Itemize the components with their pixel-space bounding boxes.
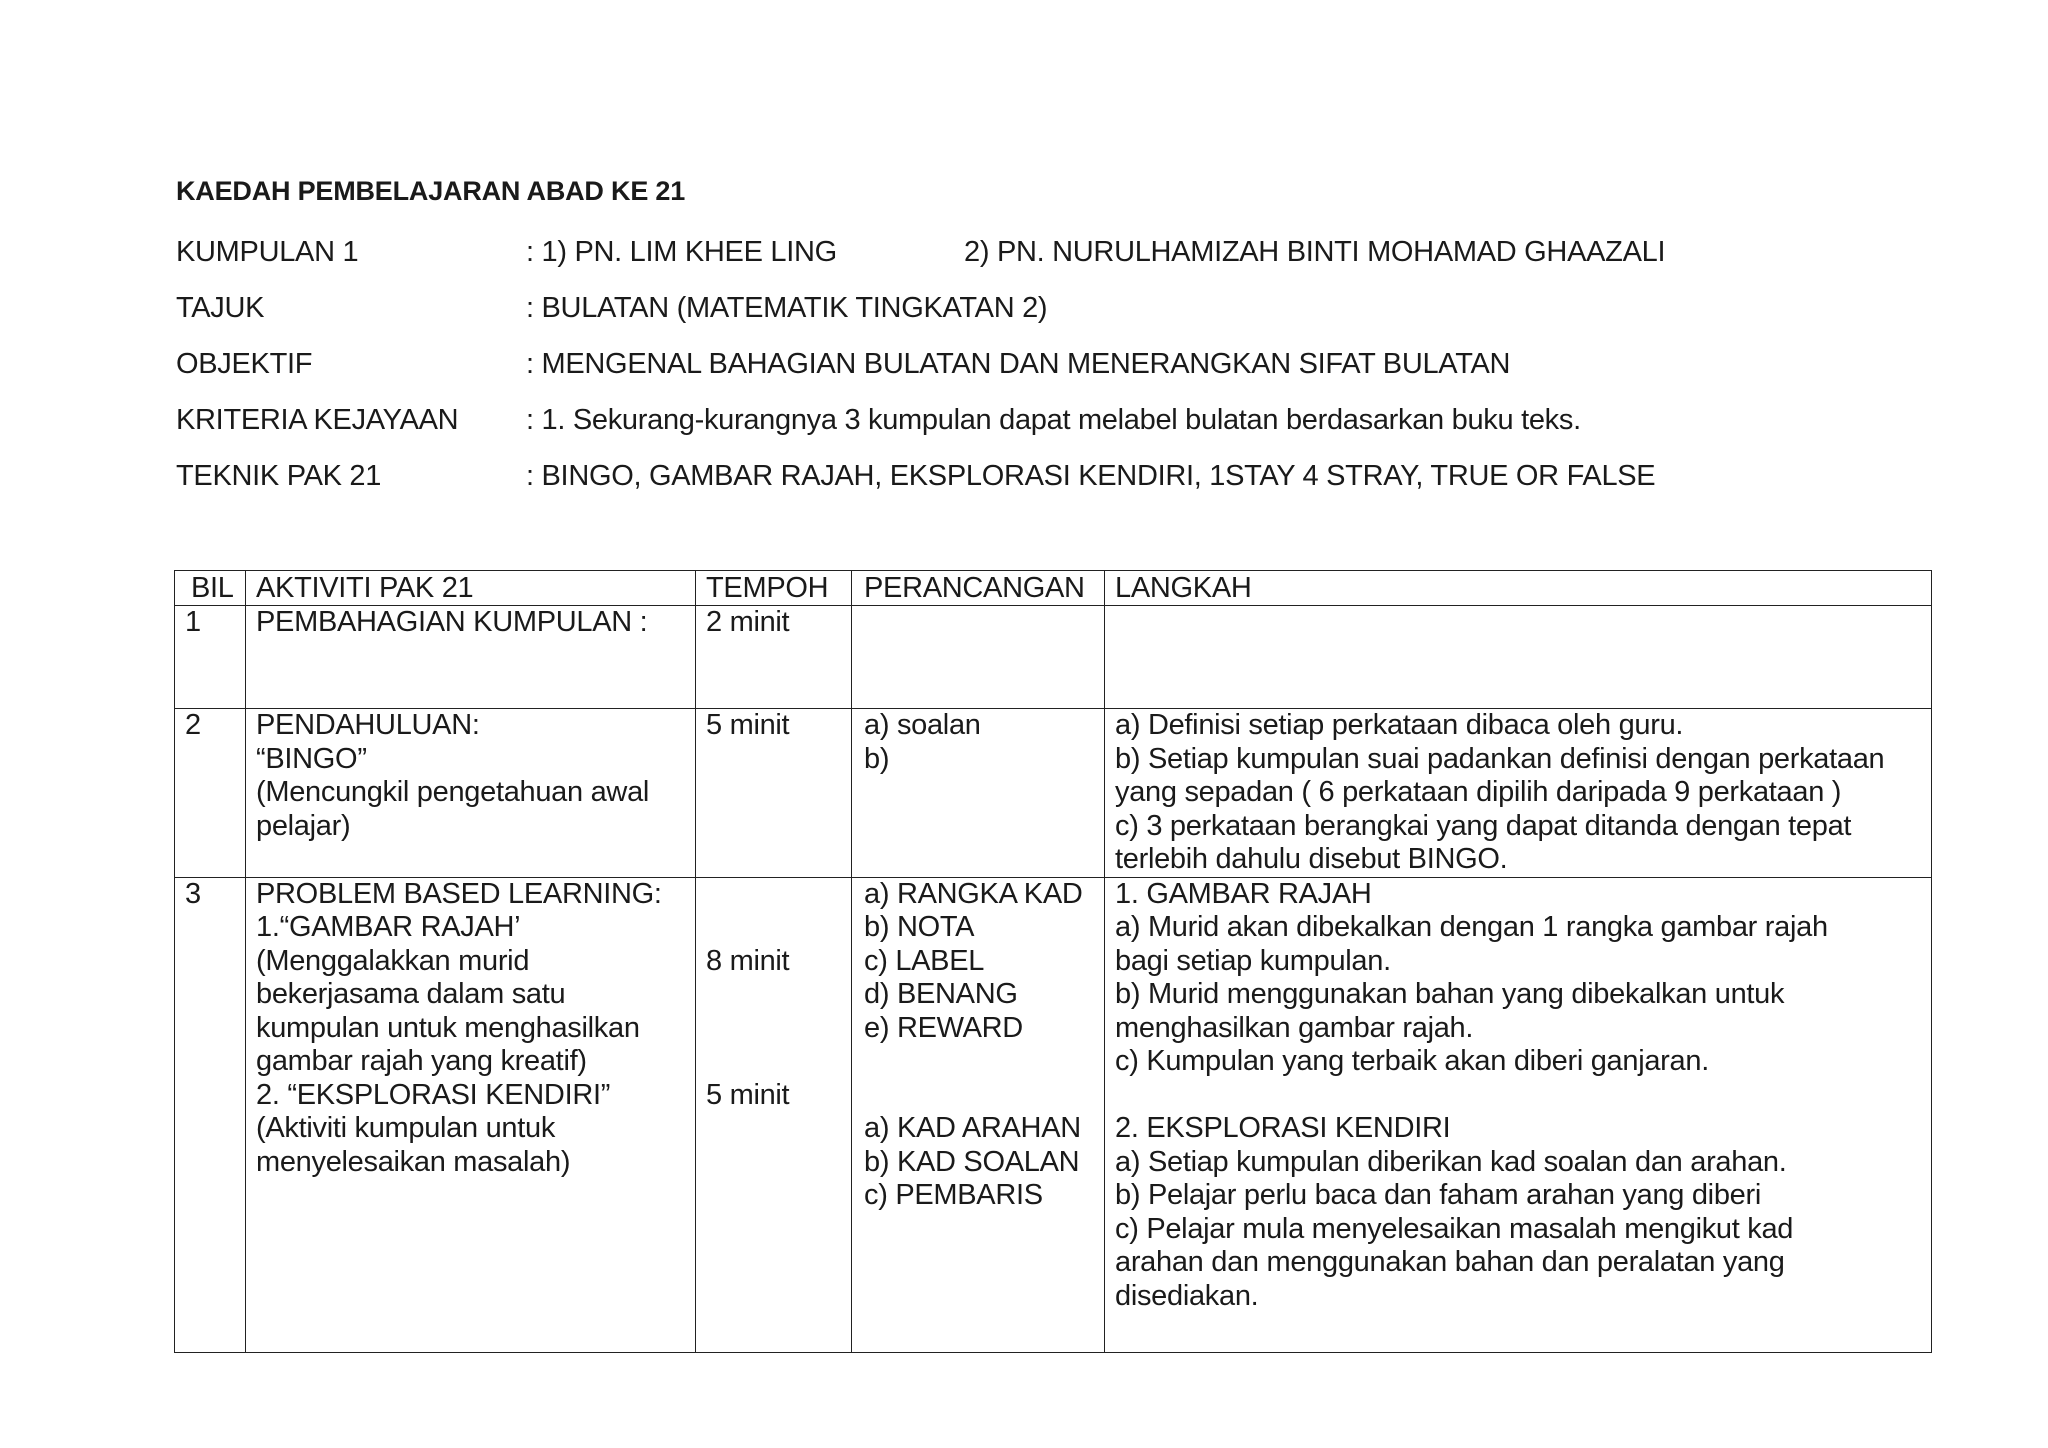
cell-line: a) RANGKA KAD bbox=[864, 877, 1083, 910]
cell-line: (Mencungkil pengetahuan awal bbox=[256, 776, 650, 808]
blank-line bbox=[864, 1045, 1104, 1079]
page-title: KAEDAH PEMBELAJARAN ABAD KE 21 bbox=[176, 176, 686, 206]
cell-line: b) NOTA bbox=[864, 911, 975, 943]
header-aktiviti: AKTIVITI PAK 21 bbox=[246, 571, 696, 606]
cell-line: 2 minit bbox=[706, 606, 790, 638]
cell-line: PEMBAHAGIAN KUMPULAN : bbox=[256, 606, 648, 638]
cell-line: b) Murid menggunakan bahan yang dibekalkan untuk bbox=[1115, 978, 1785, 1010]
info-value: : BULATAN (MATEMATIK TINGKATAN 2) bbox=[526, 292, 1048, 324]
activity-table bbox=[174, 570, 1932, 1353]
cell-line: 5 minit bbox=[706, 709, 790, 741]
table-header-row bbox=[175, 571, 1932, 606]
cell-langkah bbox=[1105, 606, 1932, 709]
table-row bbox=[175, 606, 1932, 709]
info-label: KRITERIA KEJAYAAN bbox=[176, 404, 459, 436]
blank-line bbox=[706, 1012, 841, 1046]
cell-line: 5 minit bbox=[706, 1078, 790, 1111]
cell-langkah bbox=[1105, 709, 1932, 878]
cell-line: “BINGO” bbox=[256, 742, 367, 775]
cell-bil bbox=[175, 606, 246, 709]
cell-line: b) Setiap kumpulan suai padankan definisi dengan perkataan bbox=[1115, 742, 1885, 775]
header-tempoh: TEMPOH bbox=[696, 571, 852, 606]
cell-line: d) BENANG bbox=[864, 978, 1018, 1010]
info-label: TEKNIK PAK 21 bbox=[176, 460, 382, 492]
cell-tempoh bbox=[696, 606, 852, 709]
cell-line: a) Definisi setiap perkataan dibaca oleh guru. bbox=[1115, 709, 1684, 741]
cell-bil bbox=[175, 709, 246, 878]
cell-line: c) Kumpulan yang terbaik akan diberi ganjaran. bbox=[1115, 1045, 1709, 1077]
cell-line: gambar rajah yang kreatif) bbox=[256, 1045, 587, 1077]
cell-line: 2 bbox=[185, 709, 201, 741]
cell-line: (Menggalakkan murid bbox=[256, 944, 530, 977]
cell-line: 3 bbox=[185, 877, 201, 910]
cell-perancangan bbox=[852, 877, 1105, 1352]
table-row bbox=[175, 709, 1932, 878]
cell-bil bbox=[175, 877, 246, 1352]
cell-tempoh bbox=[696, 877, 852, 1352]
cell-line: arahan dan menggunakan bahan dan peralatan yang bbox=[1115, 1246, 1785, 1278]
cell-aktiviti bbox=[246, 606, 696, 709]
blank-line bbox=[706, 878, 841, 912]
cell-line: a) soalan bbox=[864, 709, 981, 741]
blank-line bbox=[1115, 1079, 1921, 1113]
blank-line bbox=[706, 1045, 841, 1079]
cell-line: b) bbox=[864, 742, 890, 775]
cell-line: PROBLEM BASED LEARNING: bbox=[256, 877, 662, 910]
cell-line: 1.“GAMBAR RAJAH’ bbox=[256, 911, 521, 943]
cell-line: a) Setiap kumpulan diberikan kad soalan dan arahan. bbox=[1115, 1145, 1787, 1178]
cell-line: b) Pelajar perlu baca dan faham arahan yang diberi bbox=[1115, 1179, 1761, 1211]
cell-line: (Aktiviti kumpulan untuk bbox=[256, 1112, 556, 1144]
cell-line: yang sepadan ( 6 perkataan dipilih daripada 9 perkataan ) bbox=[1115, 776, 1842, 808]
info-value: : BINGO, GAMBAR RAJAH, EKSPLORASI KENDIRI, 1STAY 4 STRAY, TRUE OR FALSE bbox=[526, 460, 1656, 492]
info-value: : 1. Sekurang-kurangnya 3 kumpulan dapat melabel bulatan berdasarkan buku teks. bbox=[526, 404, 1581, 436]
info-value: : MENGENAL BAHAGIAN BULATAN DAN MENERANGKAN SIFAT BULATAN bbox=[526, 348, 1511, 380]
header-perancangan: PERANCANGAN bbox=[852, 571, 1105, 606]
blank-line bbox=[706, 978, 841, 1012]
cell-line: 2. EKSPLORASI KENDIRI bbox=[1115, 1112, 1451, 1144]
cell-line: c) Pelajar mula menyelesaikan masalah mengikut kad bbox=[1115, 1212, 1794, 1245]
cell-line: a) KAD ARAHAN bbox=[864, 1112, 1081, 1144]
cell-line: bekerjasama dalam satu bbox=[256, 978, 566, 1010]
cell-line: c) LABEL bbox=[864, 944, 985, 977]
info-label: TAJUK bbox=[176, 292, 265, 324]
cell-perancangan bbox=[852, 606, 1105, 709]
header-langkah: LANGKAH bbox=[1105, 571, 1932, 606]
info-value: : 1) PN. LIM KHEE LING bbox=[526, 236, 837, 268]
table-row bbox=[175, 877, 1932, 1352]
cell-perancangan bbox=[852, 709, 1105, 878]
cell-line: bagi setiap kumpulan. bbox=[1115, 944, 1391, 977]
cell-tempoh bbox=[696, 709, 852, 878]
cell-line: b) KAD SOALAN bbox=[864, 1145, 1080, 1178]
cell-line: menyelesaikan masalah) bbox=[256, 1145, 571, 1178]
header-bil: BIL bbox=[175, 571, 246, 606]
cell-line: 1 bbox=[185, 606, 201, 638]
cell-line: 8 minit bbox=[706, 944, 790, 977]
cell-langkah bbox=[1105, 877, 1932, 1352]
cell-aktiviti bbox=[246, 877, 696, 1352]
cell-line: 2. “EKSPLORASI KENDIRI” bbox=[256, 1078, 611, 1111]
cell-aktiviti bbox=[246, 709, 696, 878]
cell-line: terlebih dahulu disebut BINGO. bbox=[1115, 843, 1508, 875]
cell-line: c) 3 perkataan berangkai yang dapat ditanda dengan tepat bbox=[1115, 809, 1852, 842]
cell-line: menghasilkan gambar rajah. bbox=[1115, 1011, 1474, 1044]
cell-line: kumpulan untuk menghasilkan bbox=[256, 1011, 640, 1044]
info-value-second-member: 2) PN. NURULHAMIZAH BINTI MOHAMAD GHAAZALI bbox=[964, 236, 1666, 268]
cell-line: pelajar) bbox=[256, 809, 351, 842]
blank-line bbox=[706, 911, 841, 945]
blank-line bbox=[864, 1079, 1104, 1113]
info-label: KUMPULAN 1 bbox=[176, 236, 359, 268]
cell-line: 1. GAMBAR RAJAH bbox=[1115, 877, 1372, 910]
cell-line: e) REWARD bbox=[864, 1011, 1023, 1044]
cell-line: disediakan. bbox=[1115, 1279, 1259, 1312]
cell-line: c) PEMBARIS bbox=[864, 1179, 1043, 1211]
cell-line: a) Murid akan dibekalkan dengan 1 rangka gambar rajah bbox=[1115, 911, 1828, 943]
info-label: OBJEKTIF bbox=[176, 348, 313, 380]
cell-line: PENDAHULUAN: bbox=[256, 709, 480, 741]
